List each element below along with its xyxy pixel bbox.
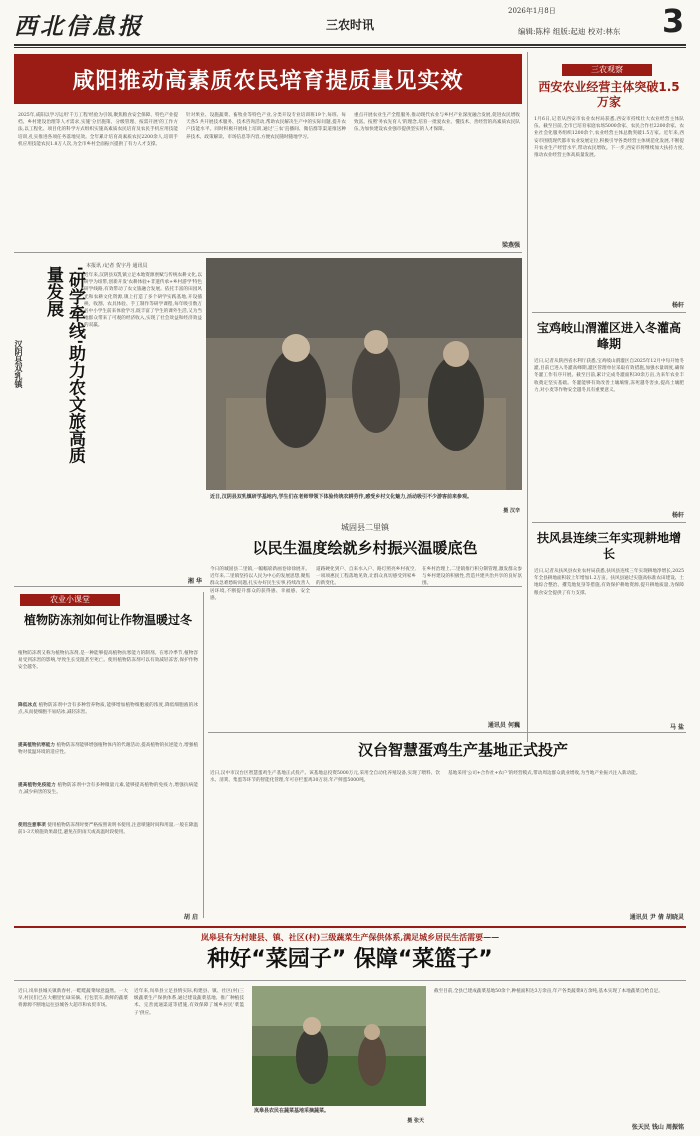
xian-byline: 杨轩 [671, 302, 684, 309]
column-text-a: 植物防冻剂又称为植物抗冻剂,是一种能够提高植物抗寒能力的制剂。在寒冷季节,植物容易受到冻害的影响,导致生长受阻甚至死亡。使用植物防冻剂可以有效减轻冻害,保护作物安全越冬。 [18, 651, 198, 671]
lead-byline: 梁燕强 [501, 242, 520, 249]
column-text-c: 植物防冻剂能够增强植物体内的代谢活动,提高植物的抗逆能力,增强植物对低温环境的适应性。 [18, 743, 198, 756]
xian-text: 1月6日,记者从西安市农业农村局获悉,西安市持续壮大农业经营主体队伍。截至目前,全市已培育家庭农场5000余家、农民合作社2200余家、农业社会化服务组织1200余个,农业经营主体总数突破1.5万家。近年来,西安市围绕现代都市农业发展定位,积极引导各类经营主体规范化发展,不断提升农业生产经营水平,带动农民增收。下一步,西安市将继续加大扶持力度,推动农业经营主体高质量发展。 [534, 117, 684, 159]
lead-text-col3: 重点开展农业生产全程服务,推动现代农业与乡村产业深度融合发展,促进农民增收致富。按照'务农先育人'的理念,培育一批爱农业、懂技术、善经营的高素质农民队伍,为加快建设农业强市提供坚实的人才保障。 [354, 113, 520, 133]
column-divider [203, 592, 204, 918]
column-subhead-3: 提高植物免疫能力 [18, 783, 56, 788]
erli-headline: 以民生温度绘就乡村振兴温暖底色 [252, 539, 478, 557]
bottom-kicker: 岚皋县有为村建县、镇、社区(村)三级蔬菜生产保供体系,满足城乡居民生活需要—— [200, 932, 500, 942]
bottom-text-col2: 近年来,岚皋县立足县情实际,构建县、镇、社区(村)三级蔬菜生产保供体系,通过建设蔬菜基地、推广种植技术、完善流通渠道等措施,有效保障了城乡居民'菜篮子'供应。 [134, 989, 244, 1016]
fufeng-headline: 扶风县连续三年实现耕地增长 [536, 531, 681, 561]
column-tag: 农业小课堂 [20, 594, 120, 606]
page-number: 3 [662, 2, 685, 40]
divider [14, 252, 522, 253]
lead-text-col2: 针对果业、设施蔬菜、畜牧业等特色产业,分类开设专业培训班19个,每班、每天各5 共开展技术服务、技术咨询活动,帮助农民解决生产中的实际问题,提升农户技能水平。同时积极开展线上培训,通过'三农'直播间、微信群等渠道推送种养技术、政策解读、市场信息等内容,方便农民随时随地学习。 [186, 113, 346, 140]
feature-photo-caption: 近日,汉阴县双乳镇研学基地内,学生们在老师带领下体验传统农耕劳作,感受乡村文化魅力,活动吸引不少游客前来参观。 [210, 494, 472, 500]
fufeng-text: 近日,记者从扶风县农业农村局获悉,扶风县连续三年实现耕地净增长,2025年全县耕地面积较上年增加1.2万亩。扶风县通过实施高标准农田建设、土地综合整治、撂荒地复垦等措施,有效保护耕地资源,提升耕地质量,为保障粮食安全提供了有力支撑。 [534, 569, 684, 596]
masthead-rule [14, 44, 686, 46]
baoji-byline: 杨轩 [671, 512, 684, 519]
divider [208, 732, 686, 733]
column-text-b: 植物防冻剂中含有多种营养物质,能够增加植物细胞液的浓度,降低细胞液的冰点,从而使细胞不易结冰,减轻冻害。 [18, 703, 198, 716]
bottom-photo-credit: 摄 张天 [407, 1118, 424, 1124]
bottom-text-col1: 近日,岚皋县城关镇新春村,一畦畦蔬菜绿意盎然。一大早,村民们已在大棚里忙碌采摘、打包装车,新鲜的蔬菜将源源不断地运往县城各大超市和农贸市场。 [18, 989, 128, 1009]
section-name: 三农时讯 [325, 18, 374, 32]
issue-date: 2026年1月8日 [508, 7, 556, 15]
column-divider [527, 52, 528, 742]
divider [14, 980, 686, 981]
column-subhead-1: 降低冰点 [18, 703, 37, 708]
erli-text-col1: 今日的城固县二里镇,一幅幅崭新画卷徐徐展开。近年来,二里镇坚持以人民为中心的发展思想,聚焦群众急难愁盼问题,扎实办好民生实事,持续改善人居环境,不断提升群众的获得感、幸福感、安全感。 [210, 567, 310, 601]
masthead-rule-thin [14, 47, 686, 48]
divider [532, 522, 686, 523]
xian-tag: 三农观察 [562, 64, 652, 76]
column-section-3 [18, 782, 198, 818]
editor-credits: 编辑:陈梓 组版:起迪 校对:林东 [518, 27, 621, 36]
bottom-photo [252, 986, 426, 1106]
feature-byline: 湘 华 [187, 578, 202, 585]
column-text-d: 植物防冻剂中含有多种微量元素,能够提高植物的免疫力,增强抗病能力,减少病害的发生。 [18, 783, 198, 796]
xian-headline: 西安农业经营主体突破1.5万家 [538, 80, 680, 109]
hanzhong-byline: 通讯员 尹 倩 胡晓灵 [629, 914, 684, 921]
erli-text-col3: 在乡村治理上,二里镇推行积分制管理,激发群众参与乡村建设的积极性,营造共建共治共享的良好氛围。 [422, 567, 522, 587]
feature-photo [206, 258, 522, 490]
feature-text: 近年来,汉阴县双乳镇立足本地资源禀赋与传统农耕文化,以研学为纽带,创新开发'农耕体验+非遗传承+乡村游学'特色研学线路,有效带动了农文旅融合发展。依托丰富的田园风光和农耕文化资源,镇上打造了多个研学实践基地,开设插秧、收割、农具体验、手工制作等研学课程,每年吸引数万名中小学生前来体验学习,既丰富了学生的课外生活,又为当地群众带来了可观的经济收入,实现了社会效益和经济效益的双赢。 [84, 273, 202, 329]
bottom-rule [14, 926, 686, 928]
bottom-text-col3: 截至目前,全县已建成蔬菜基地50余个,种植面积达3万余亩,年产各类蔬菜8万余吨,基本实现了本地蔬菜自给自足。 [434, 989, 663, 994]
lead-headline-text: 咸阳推动高素质农民培育提质量见实效 [72, 68, 464, 94]
bottom-headline: 种好“菜园子” 保障“菜篮子” [207, 947, 493, 972]
column-section-4 [18, 822, 198, 910]
feature-title: '研学牵线'助力农文旅高质量发展 [43, 266, 85, 464]
baoji-headline: 宝鸡岐山渭灌区进入冬灌高峰期 [536, 321, 681, 351]
lead-text-col1: 2025年,咸阳以学习运用'千万工程'经验为引领,聚焦粮食安全保障、特色产业提档、乡村建设治理等人才需求,实施'分层施策、分级管理、按需开展'的工作方法,以工程化、项目化的科学方式组织实施高素质农民培育及农民手机应用技能培训,扎实推进各项任务落地见效。全年累计培育高素质农民2200余人,培训手机应用技能农民1.8万人次,为全市乡村全面振兴提供了有力人才支撑。 [18, 113, 178, 147]
erli-byline: 通讯员 何巍 [487, 722, 520, 729]
feature-photo-credit: 摄 汉辛 [503, 508, 520, 514]
column-subhead-2: 提高植物抗寒能力 [18, 743, 55, 748]
column-byline: 胡 启 [183, 914, 198, 921]
column-section-2 [18, 742, 198, 778]
hanzhong-text-a: 近日,汉中市汉台区智慧蛋鸡生产基地正式投产。该基地总投资5000万元,采用全自动化养殖设备,实现了喂料、饮水、清粪、集蛋等环节的智能化管理,年可存栏蛋鸡30万羽,年产鲜蛋5000吨。 [210, 771, 440, 784]
fufeng-byline: 马 盐 [669, 724, 684, 731]
column-headline: 植物防冻剂如何让作物温暖过冬 [23, 613, 192, 627]
newspaper-logo: 西北信息报 [14, 13, 144, 40]
divider [532, 312, 686, 313]
feature-intro: 本报讯 /记者 贺宇丹 通讯员 [86, 263, 148, 269]
column-section-1 [18, 702, 198, 738]
erli-top-label: 城固县二里镇 [341, 523, 389, 532]
hanzhong-text-b: 基地采用'公司+合作社+农户'的经营模式,带动周边群众就业增收,为当地产业振兴注入新动能。 [448, 771, 641, 776]
bottom-photo-caption: 岚皋县农民在蔬菜基地采摘蔬菜。 [254, 1108, 330, 1114]
baoji-text: 近日,记者从陕西省水利厅获悉,宝鸡岐山渭灌区自2025年12月中旬开始冬灌,目前已进入冬灌高峰期,灌区管理单位采取有效措施,加强水量调度,确保冬灌工作有序开展。截至目前,累计完成冬灌面积30余万亩,为来年农业丰收奠定坚实基础。冬灌能够有效改善土壤墒情,冻死越冬害虫,提高土壤肥力,对小麦等作物安全越冬具有重要意义。 [534, 359, 684, 393]
hanzhong-headline: 汉台智慧蛋鸡生产基地正式投产 [357, 741, 568, 759]
feature-location: 汉阴县双乳镇 [14, 340, 23, 388]
lead-headline [14, 54, 522, 104]
column-subhead-4: 使用注意事项 [18, 823, 46, 828]
bottom-byline: 张天民 钱山 周振铭 [631, 1124, 684, 1131]
erli-text-col2: 道路硬化到户、自来水入户、路灯照亮乡村夜空,一项项惠民工程落地见效,让群众真切感受到家乡的新变化。 [316, 567, 416, 587]
column-text-e: 使用植物防冻剂时要严格按照说明书使用,注意喷施时间和用量,一般在降温前1-3天喷施效果最佳,避免在阴雨天或高温时段使用。 [18, 823, 198, 836]
